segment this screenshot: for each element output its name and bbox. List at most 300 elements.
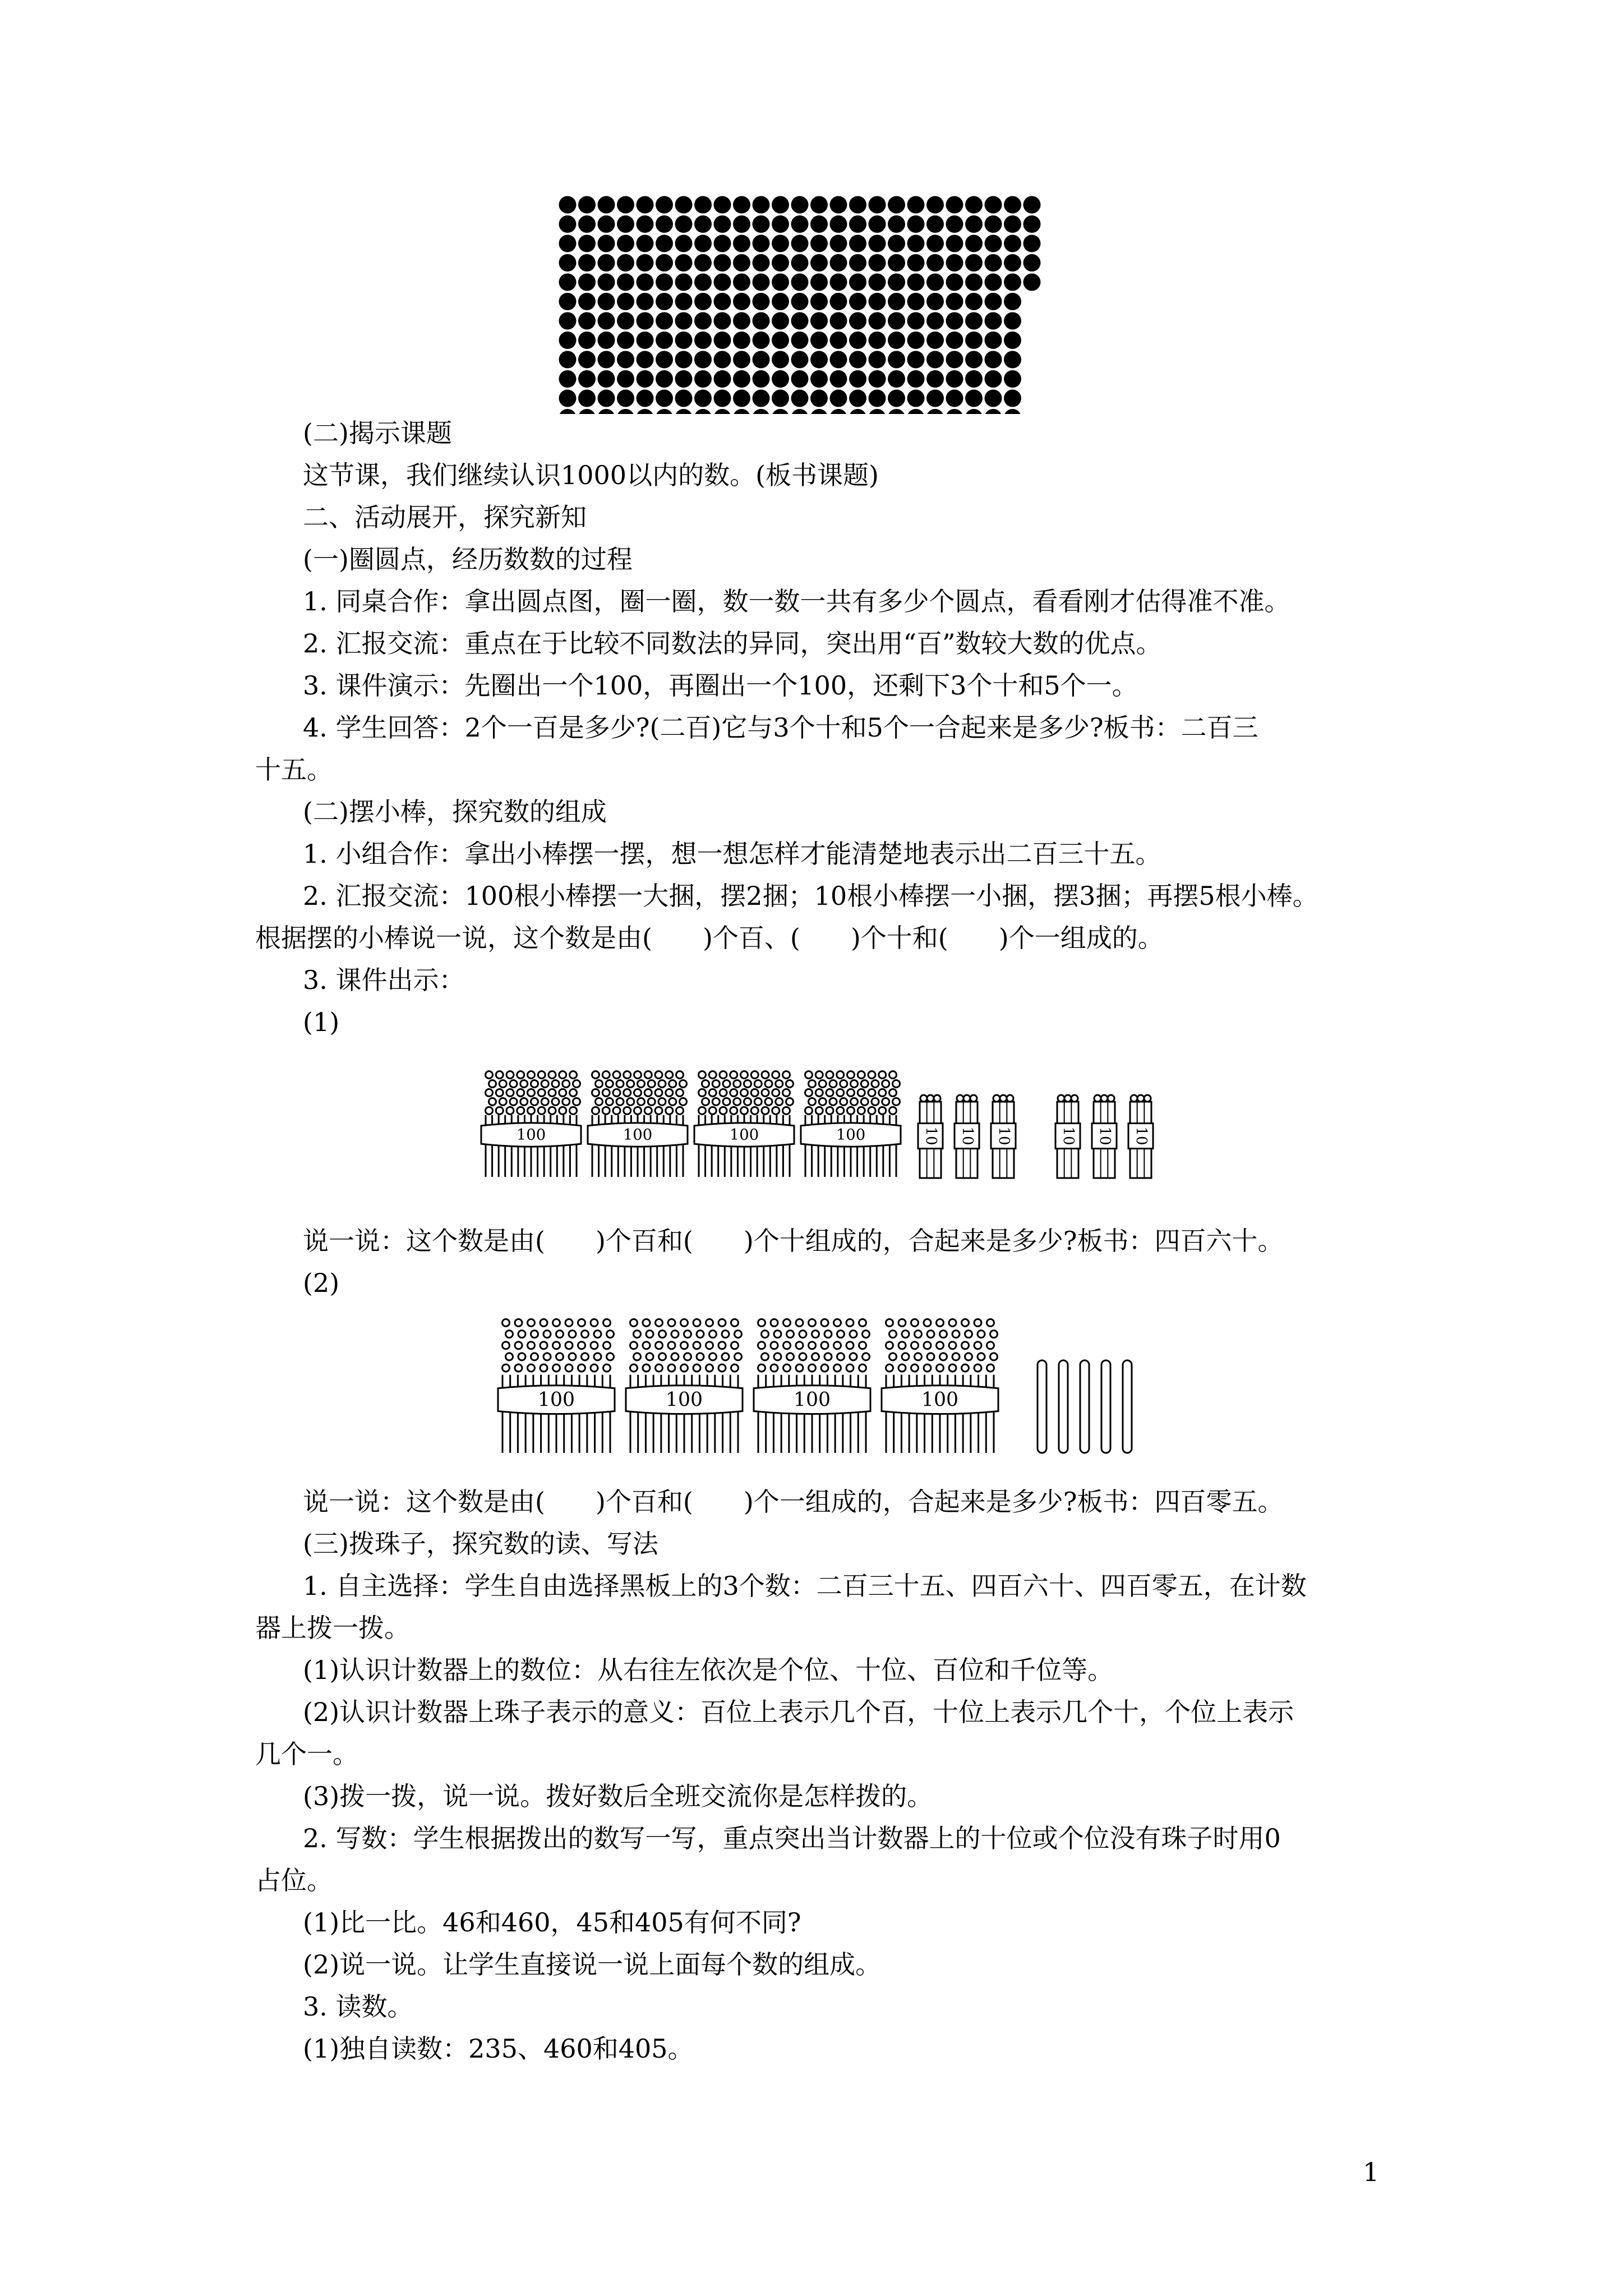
- dot: [888, 370, 905, 388]
- dot: [791, 370, 809, 388]
- dot: [791, 409, 809, 414]
- stick-top: [666, 1071, 673, 1079]
- stick-top: [911, 1319, 919, 1327]
- stick-top: [937, 1364, 944, 1372]
- dot: [946, 293, 963, 310]
- dot: [888, 390, 905, 407]
- stick-top: [720, 1089, 727, 1096]
- stick-top: [496, 1089, 503, 1096]
- dot: [617, 370, 634, 388]
- stick-top: [718, 1364, 726, 1372]
- stick-top: [607, 1331, 614, 1338]
- stick-top: [786, 1098, 794, 1105]
- stick-top: [924, 1342, 931, 1349]
- bundle-label: 100: [623, 1126, 653, 1144]
- stick-top: [518, 1353, 525, 1360]
- dot: [694, 274, 712, 291]
- dot: [733, 235, 750, 252]
- dot: [675, 293, 693, 310]
- stick-top: [616, 1098, 624, 1105]
- dot: [578, 254, 596, 272]
- dot: [675, 312, 693, 330]
- stick-top: [644, 1107, 652, 1114]
- dot: [617, 351, 634, 369]
- stick-top: [668, 1342, 675, 1349]
- dot: [810, 370, 828, 388]
- stick-top: [829, 1080, 837, 1087]
- dot: [946, 196, 963, 214]
- stick-top: [684, 1353, 691, 1360]
- stick-top: [744, 1098, 751, 1105]
- stick-top: [709, 1089, 716, 1096]
- dot: [926, 274, 944, 291]
- stick-top: [646, 1353, 653, 1360]
- dot: [578, 293, 596, 310]
- stick-top: [965, 1353, 972, 1360]
- dot: [985, 293, 1002, 310]
- dot: [694, 215, 712, 233]
- dot: [1023, 196, 1041, 214]
- stick-top: [824, 1331, 832, 1338]
- dot: [965, 235, 983, 252]
- paragraph: 2. 写数：学生根据拨出的数写一写，重点突出当计数器上的十位或个位没有珠子时用0: [303, 1823, 1281, 1853]
- stick-top: [518, 1331, 525, 1338]
- stick-top: [606, 1098, 613, 1105]
- hundred-bundle: [882, 1319, 998, 1453]
- stick-top: [702, 1098, 709, 1105]
- dot: [694, 370, 712, 388]
- stick-top: [826, 1107, 833, 1114]
- dot: [965, 274, 983, 291]
- stick-top: [809, 1319, 816, 1327]
- stick-top: [528, 1107, 535, 1114]
- dot: [985, 390, 1002, 407]
- single-stick: [1059, 1360, 1068, 1453]
- dot: [869, 293, 886, 310]
- stick-top: [528, 1342, 535, 1349]
- dot: [869, 312, 886, 330]
- bundle-label: 10: [959, 1126, 976, 1145]
- stick-top: [538, 1089, 545, 1096]
- dot: [849, 312, 866, 330]
- bundle-label: 10: [1096, 1126, 1113, 1145]
- stick-top: [787, 1353, 794, 1360]
- dot: [926, 390, 944, 407]
- stick-top: [772, 1071, 780, 1079]
- stick-top: [915, 1353, 922, 1360]
- stick-top: [730, 1107, 737, 1114]
- stick-top: [758, 1364, 766, 1372]
- stick-top: [540, 1342, 547, 1349]
- stick-top: [659, 1331, 666, 1338]
- stick-top: [1131, 1095, 1137, 1102]
- stick-top: [562, 1098, 570, 1105]
- dot: [830, 293, 847, 310]
- dot: [946, 351, 963, 369]
- stick-top: [676, 1071, 684, 1079]
- paragraph: (2)说一说。让学生直接说一说上面每个数的组成。: [303, 1949, 882, 1980]
- stick-top: [859, 1342, 866, 1349]
- stick-top: [840, 1080, 847, 1087]
- paragraph: 4. 学生回答：2个一百是多少?(二百)它与3个十和5个一合起来是多少?板书：二百三: [303, 712, 1258, 743]
- stick-top: [893, 1080, 900, 1087]
- dot: [675, 370, 693, 388]
- dot: [656, 254, 673, 272]
- stick-top: [952, 1353, 960, 1360]
- stick-top: [676, 1107, 684, 1114]
- stick-top: [829, 1098, 837, 1105]
- stick-top: [606, 1080, 613, 1087]
- stick-top: [758, 1342, 766, 1349]
- dot: [559, 215, 577, 233]
- dot: [869, 409, 886, 414]
- stick-top: [627, 1080, 634, 1087]
- dot: [965, 215, 983, 233]
- stick-top: [882, 1080, 889, 1087]
- paragraph: 3. 课件出示：: [303, 965, 465, 995]
- stick-top: [515, 1342, 522, 1349]
- paragraph: (3)拨一拨，说一说。拨好数后全班交流你是怎样拨的。: [303, 1781, 933, 1811]
- dot: [753, 196, 770, 214]
- stick-top: [731, 1342, 739, 1349]
- stick-top: [846, 1364, 854, 1372]
- dot: [559, 370, 577, 388]
- stick-top: [553, 1342, 560, 1349]
- dot: [791, 332, 809, 349]
- stick-top: [646, 1331, 653, 1338]
- stick-top: [578, 1319, 585, 1327]
- bundle-label: 10: [923, 1126, 939, 1145]
- stick-top: [559, 1071, 566, 1079]
- stick-top: [693, 1319, 700, 1327]
- dot: [888, 293, 905, 310]
- stick-top: [851, 1098, 858, 1105]
- paragraph: 器上拨一拨。: [255, 1613, 410, 1643]
- dot: [559, 293, 577, 310]
- stick-top: [702, 1080, 709, 1087]
- dot: [733, 196, 750, 214]
- dot: [810, 293, 828, 310]
- stick-top: [706, 1364, 713, 1372]
- stick-top: [796, 1319, 803, 1327]
- stick-body: [1101, 1360, 1110, 1453]
- dot: [926, 332, 944, 349]
- stick-top: [643, 1319, 650, 1327]
- stick-top: [965, 1331, 972, 1338]
- dot: [907, 312, 925, 330]
- dot: [849, 409, 866, 414]
- stick-top: [592, 1089, 600, 1096]
- bundle-label: 10: [1133, 1126, 1150, 1145]
- single-stick: [1038, 1360, 1046, 1453]
- stick-top: [644, 1089, 652, 1096]
- stick-top: [783, 1071, 790, 1079]
- dot: [926, 312, 944, 330]
- dot: [965, 409, 983, 414]
- bundle-label: 100: [516, 1126, 546, 1144]
- dot: [869, 390, 886, 407]
- stick-top: [730, 1071, 737, 1079]
- dot: [830, 274, 847, 291]
- stick-top: [684, 1331, 691, 1338]
- stick-top: [805, 1089, 813, 1096]
- dot: [1023, 254, 1041, 272]
- dot: [985, 409, 1002, 414]
- stick-top: [741, 1089, 748, 1096]
- stick-top: [949, 1364, 956, 1372]
- stick-top: [879, 1107, 886, 1114]
- stick-top: [496, 1107, 503, 1114]
- stick-top: [656, 1342, 663, 1349]
- dot: [714, 254, 731, 272]
- dot: [733, 390, 750, 407]
- dot: [637, 409, 654, 414]
- paragraph: 这节课，我们继续认识1000以内的数。(板书课题): [303, 460, 879, 490]
- stick-top: [796, 1364, 803, 1372]
- stick-top: [578, 1342, 585, 1349]
- dot: [849, 370, 866, 388]
- dot: [578, 351, 596, 369]
- stick-top: [680, 1080, 687, 1087]
- dot: [965, 254, 983, 272]
- stick-top: [594, 1353, 601, 1360]
- dot: [753, 215, 770, 233]
- stick-top: [655, 1089, 662, 1096]
- dot: [694, 390, 712, 407]
- paragraph: 几个一。: [255, 1739, 358, 1769]
- stick-top: [889, 1089, 897, 1096]
- paragraph: 2. 汇报交流：重点在于比较不同数法的异同，突出用“百”数较大数的优点。: [303, 628, 1162, 659]
- stick-top: [741, 1107, 748, 1114]
- dot: [753, 254, 770, 272]
- stick-top: [517, 1089, 524, 1096]
- dot: [694, 196, 712, 214]
- stick-top: [520, 1080, 528, 1087]
- stick-top: [889, 1071, 897, 1079]
- dot: [559, 390, 577, 407]
- dot: [656, 370, 673, 388]
- dot: [926, 409, 944, 414]
- stick-top: [846, 1342, 854, 1349]
- dot: [1004, 274, 1021, 291]
- stick-top: [974, 1364, 981, 1372]
- stick-top: [1137, 1095, 1144, 1102]
- stick-top: [857, 1071, 865, 1079]
- dot: [869, 332, 886, 349]
- stick-top: [796, 1342, 803, 1349]
- dot: [733, 274, 750, 291]
- stick-top: [879, 1089, 886, 1096]
- stick-top: [774, 1331, 781, 1338]
- hundred-bundle: [626, 1319, 743, 1453]
- dot: [578, 196, 596, 214]
- stick-top: [861, 1080, 868, 1087]
- dot: [656, 332, 673, 349]
- stick-top: [548, 1089, 556, 1096]
- stick-top: [562, 1080, 570, 1087]
- dot: [617, 215, 634, 233]
- stick-top: [706, 1342, 713, 1349]
- stick-top: [624, 1089, 631, 1096]
- stick-top: [927, 1331, 934, 1338]
- stick-top: [517, 1071, 524, 1079]
- stick-top: [671, 1353, 679, 1360]
- stick-top: [722, 1331, 729, 1338]
- stick-top: [624, 1071, 631, 1079]
- stick-top: [762, 1353, 769, 1360]
- dot: [598, 274, 615, 291]
- stick-top: [824, 1353, 832, 1360]
- dot: [810, 409, 828, 414]
- dot: [849, 390, 866, 407]
- stick-top: [699, 1071, 706, 1079]
- dot: [772, 235, 789, 252]
- stick-top: [553, 1364, 560, 1372]
- paragraph: 十五。: [255, 754, 333, 785]
- dot: [772, 332, 789, 349]
- stick-top: [815, 1107, 823, 1114]
- stick-top: [676, 1089, 684, 1096]
- dot: [830, 390, 847, 407]
- ten-bundle: [1128, 1095, 1153, 1178]
- stick-top: [834, 1342, 841, 1349]
- stick-top: [528, 1071, 535, 1079]
- stick-top: [868, 1089, 875, 1096]
- stick-top: [949, 1319, 956, 1327]
- stick-top: [898, 1342, 906, 1349]
- dot: [985, 351, 1002, 369]
- stick-top: [734, 1080, 741, 1087]
- paragraph: 1. 小组合作：拿出小棒摆一摆，想一想怎样才能清楚地表示出二百三十五。: [303, 839, 1161, 869]
- stick-top: [499, 1080, 506, 1087]
- stick-top: [861, 1098, 868, 1105]
- dot: [791, 235, 809, 252]
- stick-top: [987, 1364, 994, 1372]
- dot: [791, 254, 809, 272]
- stick-top: [669, 1098, 676, 1105]
- dot: [926, 351, 944, 369]
- dot: [985, 332, 1002, 349]
- dot: [888, 235, 905, 252]
- dot: [617, 390, 634, 407]
- ten-bundle: [955, 1095, 979, 1178]
- stick-top: [734, 1098, 741, 1105]
- stick-top: [548, 1071, 556, 1079]
- dot: [772, 351, 789, 369]
- dot: [733, 332, 750, 349]
- stick-top: [538, 1107, 545, 1114]
- stick-top: [559, 1107, 566, 1114]
- stick-top: [962, 1364, 969, 1372]
- dot: [985, 370, 1002, 388]
- dot: [559, 312, 577, 330]
- stick-top: [805, 1071, 813, 1079]
- dot: [617, 312, 634, 330]
- dot: [965, 390, 983, 407]
- paragraph: 3. 读数。: [303, 1991, 413, 2022]
- dot: [733, 370, 750, 388]
- stick-top: [902, 1331, 909, 1338]
- stick-top: [668, 1364, 675, 1372]
- dot: [926, 370, 944, 388]
- hundred-bundle: [498, 1319, 615, 1453]
- dot: [810, 332, 828, 349]
- ten-bundle: [1092, 1095, 1117, 1178]
- dot-grid-figure: [558, 195, 1080, 414]
- dot: [598, 215, 615, 233]
- stick-top: [596, 1098, 603, 1105]
- stick-top: [812, 1331, 819, 1338]
- stick-top: [987, 1319, 994, 1327]
- stick-top: [630, 1364, 638, 1372]
- stick-top: [754, 1080, 762, 1087]
- stick-top: [805, 1107, 813, 1114]
- stick-top: [592, 1071, 600, 1079]
- stick-top: [556, 1353, 564, 1360]
- hundred-bundle: [801, 1071, 901, 1177]
- dot: [869, 274, 886, 291]
- stick-top: [569, 1331, 576, 1338]
- stick-top: [613, 1107, 620, 1114]
- dot: [810, 215, 828, 233]
- stick-top: [718, 1319, 726, 1327]
- paragraph: 根据摆的小棒说一说，这个数是由( )个百、( )个十和( )个一组成的。: [255, 923, 1164, 953]
- stick-top: [1101, 1095, 1108, 1102]
- stick-top: [1000, 1095, 1007, 1102]
- stick-top: [569, 1353, 576, 1360]
- stick-top: [924, 1364, 931, 1372]
- stick-top: [978, 1353, 985, 1360]
- stick-top: [809, 1098, 816, 1105]
- stick-top: [819, 1080, 826, 1087]
- dot: [753, 390, 770, 407]
- dot: [810, 196, 828, 214]
- stick-top: [506, 1353, 513, 1360]
- stick-top: [886, 1364, 893, 1372]
- paragraph: (2)认识计数器上珠子表示的意义：百位上表示几个百，十位上表示几个十，个位上表示: [303, 1697, 1294, 1727]
- stick-top: [772, 1089, 780, 1096]
- stick-top: [656, 1364, 663, 1372]
- stick-body: [1080, 1360, 1089, 1453]
- dot: [830, 332, 847, 349]
- stick-top: [889, 1353, 897, 1360]
- stick-top: [809, 1364, 816, 1372]
- stick-top: [638, 1098, 645, 1105]
- single-stick: [1101, 1360, 1110, 1453]
- dot: [965, 351, 983, 369]
- ten-bundle: [1055, 1095, 1080, 1178]
- dot: [946, 215, 963, 233]
- stick-top: [735, 1353, 742, 1360]
- stick-top: [840, 1098, 847, 1105]
- stick-top: [859, 1319, 866, 1327]
- stick-top: [934, 1095, 940, 1102]
- dot: [617, 332, 634, 349]
- stick-top: [723, 1080, 730, 1087]
- stick-top: [570, 1107, 577, 1114]
- page-number: 1: [1363, 2157, 1380, 2187]
- stick-top: [669, 1080, 676, 1087]
- stick-top: [762, 1331, 769, 1338]
- dot: [830, 409, 847, 414]
- dot: [869, 215, 886, 233]
- stick-top: [591, 1364, 598, 1372]
- dot: [656, 351, 673, 369]
- dot: [714, 312, 731, 330]
- stick-top: [616, 1080, 624, 1087]
- single-stick: [1123, 1360, 1132, 1453]
- dot: [1004, 235, 1021, 252]
